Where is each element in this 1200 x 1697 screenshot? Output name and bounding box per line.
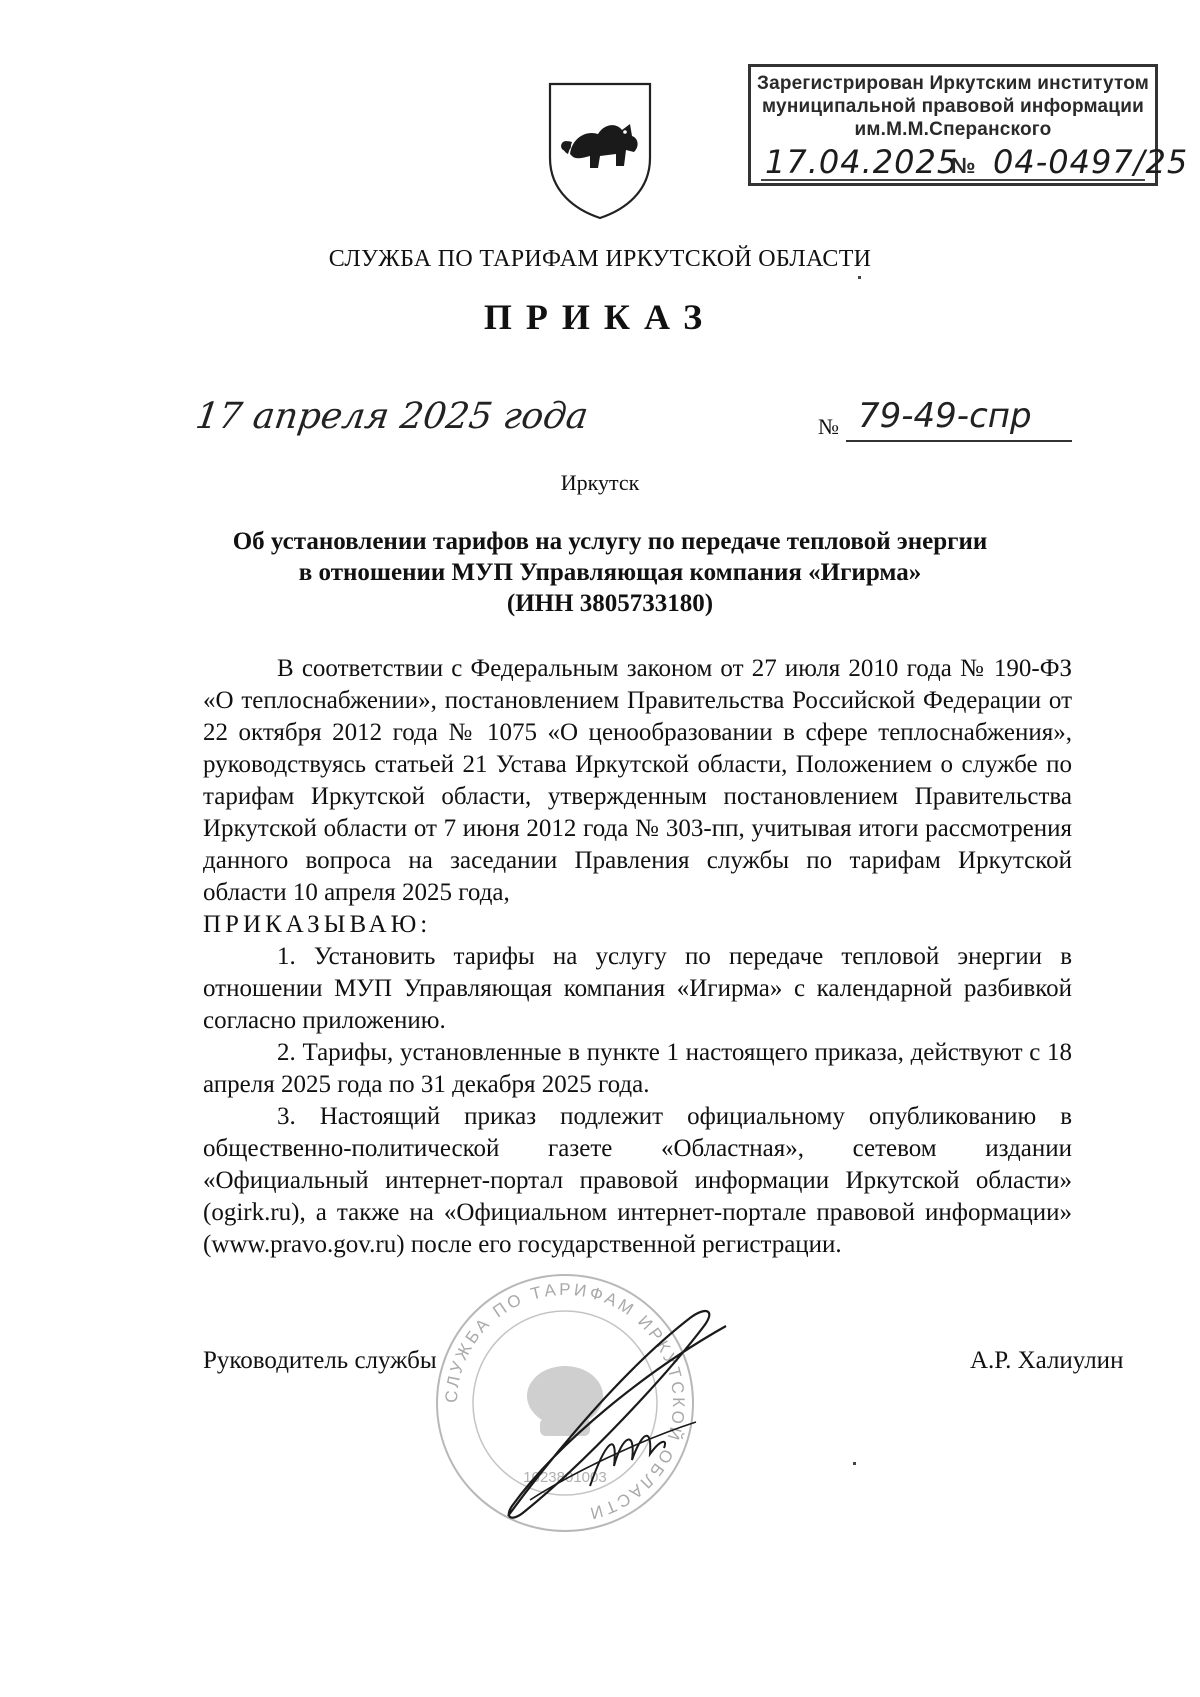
registration-underline <box>761 179 1145 181</box>
city-name: Иркутск <box>560 470 640 495</box>
subject-line-1: Об установлении тарифов на услугу по передаче тепловой энергии <box>232 528 988 555</box>
registration-number-label: № <box>951 153 976 178</box>
scan-speck <box>858 276 861 279</box>
registration-stamp-line-3: им.М.М.Сперанского <box>854 119 1052 140</box>
signer-position: Руководитель службы <box>203 1347 437 1374</box>
order-body <box>203 653 1072 1261</box>
order-number-underline <box>846 440 1072 442</box>
irkutsk-coat-of-arms-icon <box>546 80 654 220</box>
scan-speck <box>853 1462 856 1465</box>
handwritten-signature <box>490 1290 750 1530</box>
order-directive-word: ПРИКАЗЫВАЮ: <box>203 911 432 938</box>
registration-stamp-line-1: Зарегистрирован Иркутским институтом <box>756 73 1150 94</box>
subject-line-3: (ИНН 3805733180) <box>506 590 714 617</box>
order-item-3: 3. Настоящий приказ подлежит официальному опубликованию в общественно-политической газете «Областная», сетевом издании «Официальный интернет-портал правовой информации Иркутской области» (ogirk.ru), а также на «Официальном интернет-портале правовой информации» (www.pravo.gov.ru) после его государственной регистрации. <box>203 1103 1072 1258</box>
registration-stamp <box>748 64 1189 186</box>
document-type-title: ПРИКАЗ <box>483 297 717 337</box>
preamble-paragraph: В соответствии с Федеральным законом от 27 июля 2010 года № 190-ФЗ «О теплоснабжении», постановлением Правительства Российской Федерации от 22 октября 2012 года № 1075 «О ценообразовании в сфере теплоснабжения», руководствуясь статьей 21 Устава Иркутской области, Положением о службе по тарифам Иркутской области, утвержденным постановлением Правительства Иркутской области от 7 июня 2012 года № 303-пп, учитывая итоги рассмотрения данного вопроса на заседании Правления службы по тарифам Иркутской области 10 апреля 2025 года, <box>203 655 1072 906</box>
order-item-2: 2. Тарифы, установленные в пункте 1 настоящего приказа, действуют с 18 апреля 2025 года по 31 декабря 2025 года. <box>203 1039 1072 1098</box>
registration-handwritten-number: 04-0497/25 <box>993 143 1189 181</box>
order-handwritten-date: 17 апреля 2025 года <box>193 396 591 437</box>
order-handwritten-number: 79-49-спр <box>858 396 1032 436</box>
registration-handwritten-date: 17.04.2025 <box>765 143 959 181</box>
registration-stamp-line-2: муниципальной правовой информации <box>762 96 1144 117</box>
seal-ring-text: СЛУЖБА ПО ТАРИФАМ ИРКУТСКОЙ ОБЛАСТИ <box>441 1279 689 1524</box>
subject-line-2: в отношении МУП Управляющая компания «Игирма» <box>298 559 922 586</box>
order-subject <box>180 526 1040 619</box>
order-item-1: 1. Установить тарифы на услугу по передаче тепловой энергии в отношении МУП Управляющая компания «Игирма» с календарной разбивкой согласно приложению. <box>203 943 1072 1034</box>
order-number-label: № <box>818 414 839 439</box>
agency-name: СЛУЖБА ПО ТАРИФАМ ИРКУТСКОЙ ОБЛАСТИ <box>328 246 872 272</box>
signer-name: А.Р. Халиулин <box>970 1347 1124 1374</box>
seal-number-text: 1023801003 <box>523 1469 607 1486</box>
